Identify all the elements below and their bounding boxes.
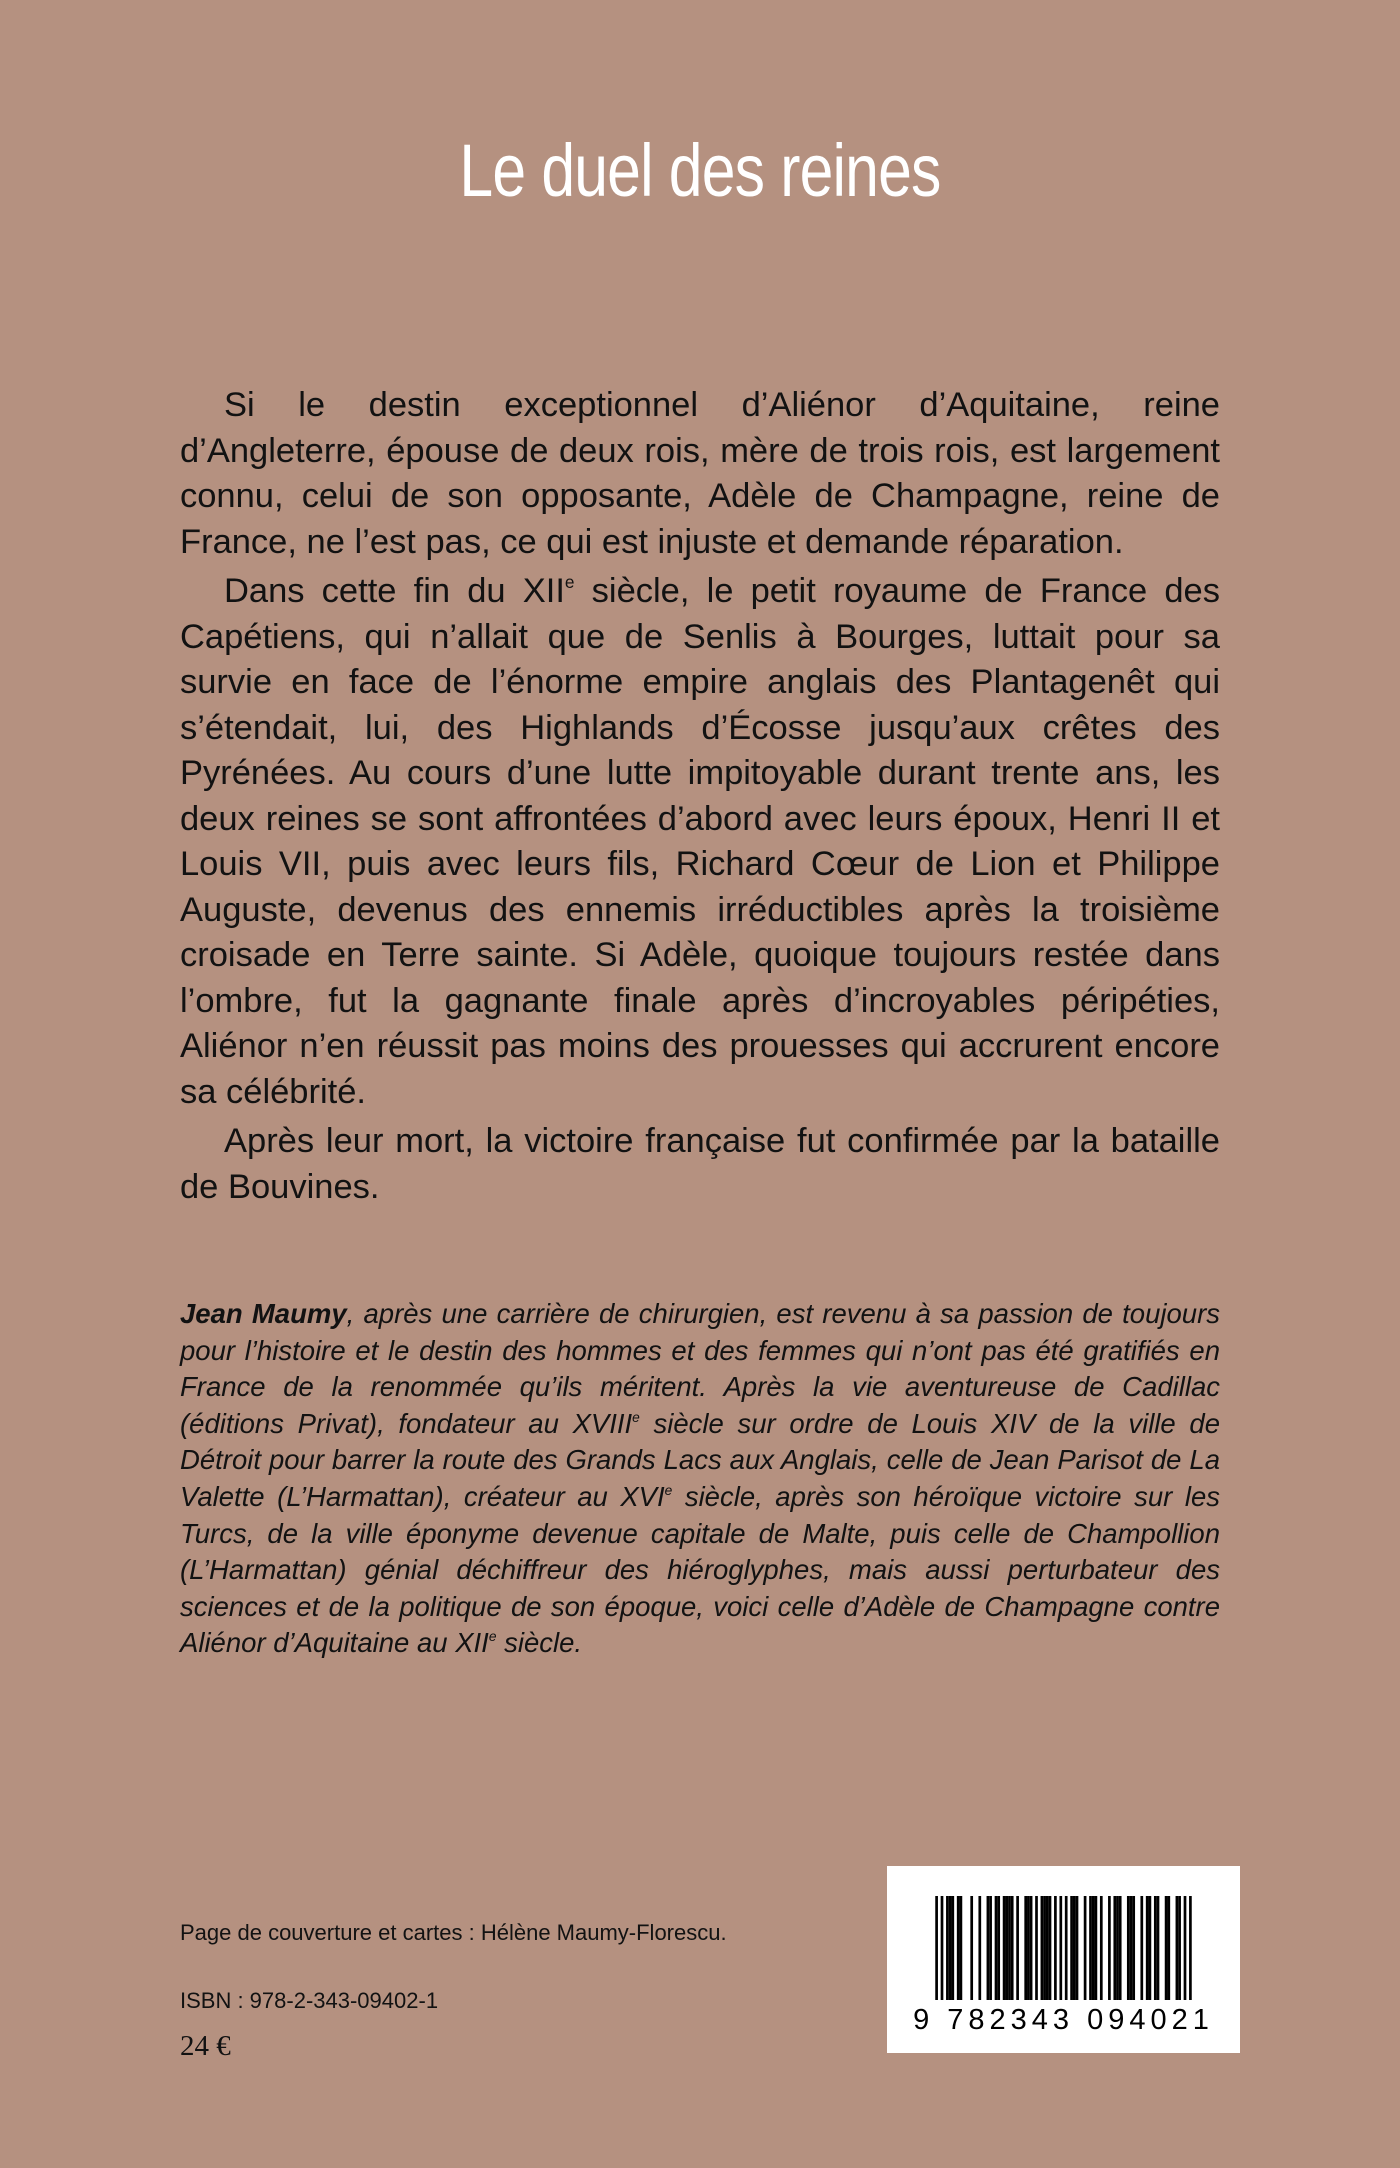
barcode-bar [1095, 1896, 1098, 2000]
back-cover-blurb [180, 383, 1220, 1214]
barcode-bar [1024, 1896, 1027, 2000]
barcode-bar [1184, 1896, 1187, 2000]
barcode-bar [997, 1896, 1000, 2000]
century-superscript: e [632, 1409, 640, 1425]
barcode-bar [1084, 1896, 1087, 2000]
barcode-bars [887, 1866, 1240, 2006]
barcode-bar [935, 1896, 938, 2000]
barcode-bar [970, 1896, 973, 2000]
bio-text-4: siècle. [496, 1627, 583, 1659]
barcode [887, 1866, 1240, 2053]
barcode-bar [995, 1896, 998, 2000]
barcode-bar [987, 1896, 990, 2000]
barcode-bar [1041, 1896, 1044, 2000]
barcode-bar [1167, 1896, 1170, 2000]
barcode-bar [1176, 1896, 1179, 2000]
barcode-bar [1092, 1896, 1095, 2000]
barcode-bar [946, 1896, 949, 2000]
bio-text-2: siècle sur ordre de Louis XIV de la ville de Détroit pour barrer la route des Grands Lacs aux Anglais, celle de Jean Parisot de La Valette (L’Harmattan), créateur au XVI [180, 1407, 1220, 1512]
barcode-bar [978, 1896, 981, 2000]
barcode-bar [1100, 1896, 1103, 2000]
barcode-bar [1165, 1896, 1168, 2000]
barcode-digits: 9 782343 094021 [913, 2004, 1214, 2036]
author-name: Jean Maumy [180, 1298, 347, 1329]
blurb-p2-after: siècle, le petit royaume de France des Capétiens, qui n’allait que de Senlis à Bourges, luttait pour sa survie en face de l’énorme empire anglais des Plantagenêt qui s’étendait, lui, des Highlands d’Écosse jusqu’aux crêtes des Pyrénées. Au cours d’une lutte impitoyable durant trente ans, les deux reines se sont affrontées d’abord avec leurs époux, Henri II et Louis VII, puis avec leurs fils, Richard Cœur de Lion et Philippe Auguste, devenus des ennemis irréductibles après la troisième croisade en Terre sainte. Si Adèle, quoique toujours restée dans l’ombre, fut la gagnante finale après d’incroyables péripéties, Aliénor n’en réussit pas moins des prouesses qui accrurent encore sa célébrité. [180, 572, 1220, 1111]
blurb-paragraph-1: Si le destin exceptionnel d’Aliénor d’Aquitaine, reine d’Angleterre, épouse de deux rois, mère de trois rois, est largement connu, celui de son opposante, Adèle de Champagne, reine de France, ne l’est pas, ce qui est injuste et demande réparation. [180, 386, 1220, 561]
barcode-bar [1054, 1896, 1057, 2000]
blurb-paragraph-2 [180, 569, 1220, 1115]
barcode-bar [1027, 1896, 1030, 2000]
price-label: 24 € [180, 2030, 231, 2062]
barcode-bar [1070, 1896, 1073, 2000]
barcode-bar [1149, 1896, 1152, 2000]
isbn-label: ISBN : 978-2-343-09402-1 [180, 1988, 439, 2013]
barcode-bar [1030, 1896, 1033, 2000]
barcode-bar [1049, 1896, 1052, 2000]
barcode-bar [1119, 1896, 1122, 2000]
barcode-bar [1140, 1896, 1143, 2000]
barcode-bar [1157, 1896, 1160, 2000]
barcode-bar [941, 1896, 944, 2000]
barcode-bar [1008, 1896, 1011, 2000]
barcode-bar [1089, 1896, 1092, 2000]
barcode-bar [1178, 1896, 1181, 2000]
barcode-bar [1065, 1896, 1068, 2000]
barcode-bar [1003, 1896, 1006, 2000]
blurb-p2-before: Dans cette fin du XII [224, 572, 565, 610]
century-superscript: e [488, 1629, 497, 1645]
barcode-bar [989, 1896, 992, 2000]
barcode-bar [1108, 1896, 1111, 2000]
barcode-bar [1132, 1896, 1135, 2000]
barcode-bar [1046, 1896, 1049, 2000]
barcode-bar [1076, 1896, 1079, 2000]
barcode-bar [1011, 1896, 1014, 2000]
barcode-bar [1016, 1896, 1019, 2000]
barcode-bar [1043, 1896, 1046, 2000]
blurb-paragraph-3: Après leur mort, la victoire française fut confirmée par la bataille de Bouvines. [180, 1122, 1220, 1206]
century-superscript: e [564, 572, 575, 593]
barcode-bar [1073, 1896, 1076, 2000]
barcode-bar [1154, 1896, 1157, 2000]
page-title: Le duel des reines [459, 129, 941, 212]
barcode-bar [1116, 1896, 1119, 2000]
barcode-bar [1146, 1896, 1149, 2000]
century-superscript: e [664, 1482, 673, 1498]
cover-credits: Page de couverture et cartes : Hélène Maumy-Florescu. [180, 1920, 727, 1945]
barcode-bar [1127, 1896, 1130, 2000]
barcode-bar [957, 1896, 960, 2000]
bio-text-1: , après une carrière de chirurgien, est revenu à sa passion de toujours pour l’histoire et le destin des hommes et des femmes qui n’ont pas été gratifiés en France de la renommée qu’ils méritent. Après la vie aventureuse de Cadillac (éditions Privat), fondateur au XVIII [180, 1298, 1220, 1439]
barcode-bar [1130, 1896, 1133, 2000]
bio-text-3: siècle, après son héroïque victoire sur les Turcs, de la ville éponyme devenue capitale de Malte, puis celle de Champollion (L’Harmattan) génial déchiffreur des hiéroglyphes, mais aussi perturbateur des sciences et de la politique de son époque, voici celle d’Adèle de Champagne contre Aliénor d’Aquitaine au XII [180, 1480, 1220, 1659]
barcode-bar [1113, 1896, 1116, 2000]
barcode-bar [960, 1896, 963, 2000]
barcode-bar [1035, 1896, 1038, 2000]
barcode-bar [1189, 1896, 1192, 2000]
barcode-bar [951, 1896, 954, 2000]
barcode-bar [949, 1896, 952, 2000]
author-bio [180, 1296, 1220, 1662]
barcode-bar [1005, 1896, 1008, 2000]
barcode-bar [1059, 1896, 1062, 2000]
